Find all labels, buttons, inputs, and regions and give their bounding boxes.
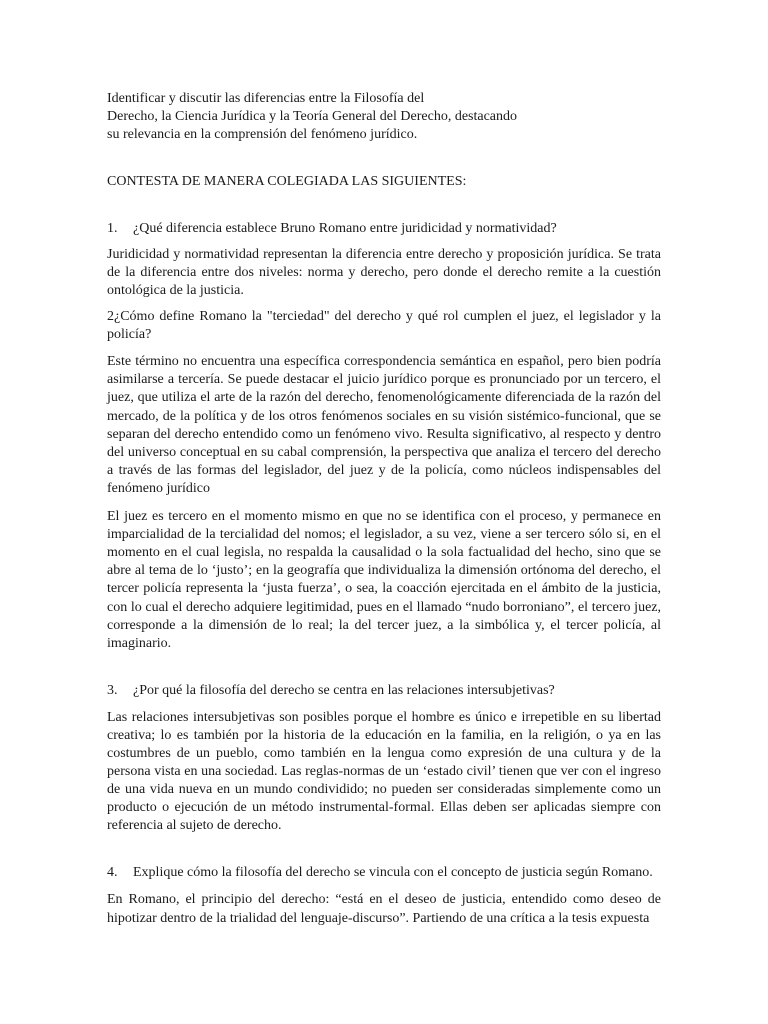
question-3 — [107, 682, 661, 700]
answer-2-paragraph-1: Este término no encuentra una específica correspondencia semántica en español, pero bien podría asimilarse a tercería. Se puede destacar el juicio jurídico porque es pronunciado por un tercero, el juez, que utiliza el arte de la razón del derecho, fenomenológicamente diferenciada de la razón del mercado, de la política y de los otros fenómenos sociales en su visión sistémico-funcional, que se separan del derecho entendido como un fenómeno vivo. Resulta significativo, al respecto y dentro del universo conceptual en su cabal comprensión, la perspectiva que analiza el tercero del derecho a través de las formas del legislador, del juez y de la policía, como núcleos indispensables del fenómeno jurídico — [107, 354, 661, 496]
intro-line: Identificar y discutir las diferencias entre la Filosofía del — [107, 91, 425, 106]
answer-3: Las relaciones intersubjetivas son posibles porque el hombre es único e irrepetible en su libertad creativa; lo es también por la historia de la educación en la familia, en la religión, o ya en las costumbres de un pueblo, como también en la lengua como expresión de una cultura y de la persona vista en una sociedad. Las reglas-normas de un ‘estado civil’ tienen que ver con el ingreso de una vida nueva en un mundo condividido; no pueden ser consideradas simplemente como un producto o ejecución de un método instrumental-formal. Ellas deben ser aplicadas siempre con referencia al sujeto de derecho. — [107, 709, 661, 834]
answer-2-paragraph-2: El juez es tercero en el momento mismo en que no se identifica con el proceso, y permanece en imparcialidad de la tercialidad del nomos; el legislador, a su vez, viene a ser tercero sólo si, en el momento en el cual legisla, no respalda la causalidad o la sola factualidad del hecho, sino que se abre al tema de lo ‘justo’; en la geografía que individualiza la dimensión ortónoma del derecho, el tercer policía representa la ‘justa fuerza’, o sea, la coacción ejercitada en el ámbito de la justicia, con lo cual el derecho adquiere legitimidad, pues en el llamado “nudo borroniano”, el tercero juez, corresponde a la dimensión de lo real; la del tercer juez, a la simbólica y, el tercer policía, al imaginario. — [107, 509, 661, 651]
question-number: 1. — [107, 221, 118, 236]
intro-line: su relevancia en la comprensión del fenómeno jurídico. — [107, 127, 418, 142]
question-1 — [107, 220, 661, 238]
question-number: 4. — [107, 865, 118, 881]
question-text: Explique cómo la filosofía del derecho se vincula con el concepto de justicia según Romano. — [133, 865, 653, 881]
answer-1: Juridicidad y normatividad representan la diferencia entre derecho y proposición jurídica. Se trata de la diferencia entre dos niveles: norma y derecho, pero donde el derecho remite a la cuestión ontológica de la justicia. — [107, 247, 661, 299]
question-2: 2¿Cómo define Romano la "terciedad" del derecho y qué rol cumplen el juez, el legislador y la policía? — [107, 309, 661, 343]
answer-4: En Romano, el principio del derecho: “está en el deseo de justicia, entendido como deseo de hipotizar dentro de la trialidad del lenguaje-discurso”. Partiendo de una crítica a la tesis expuesta — [107, 892, 661, 926]
question-text: ¿Qué diferencia establece Bruno Romano entre juridicidad y normatividad? — [133, 221, 557, 236]
question-number: 3. — [107, 682, 118, 698]
section-heading: CONTESTA DE MANERA COLEGIADA LAS SIGUIENTES: — [107, 174, 467, 189]
question-4 — [107, 864, 661, 882]
question-text: ¿Por qué la filosofía del derecho se centra en las relaciones intersubjetivas? — [133, 682, 555, 698]
intro-line: Derecho, la Ciencia Jurídica y la Teoría General del Derecho, destacando — [107, 109, 518, 124]
intro-paragraph — [107, 90, 661, 144]
document-page — [107, 90, 661, 928]
